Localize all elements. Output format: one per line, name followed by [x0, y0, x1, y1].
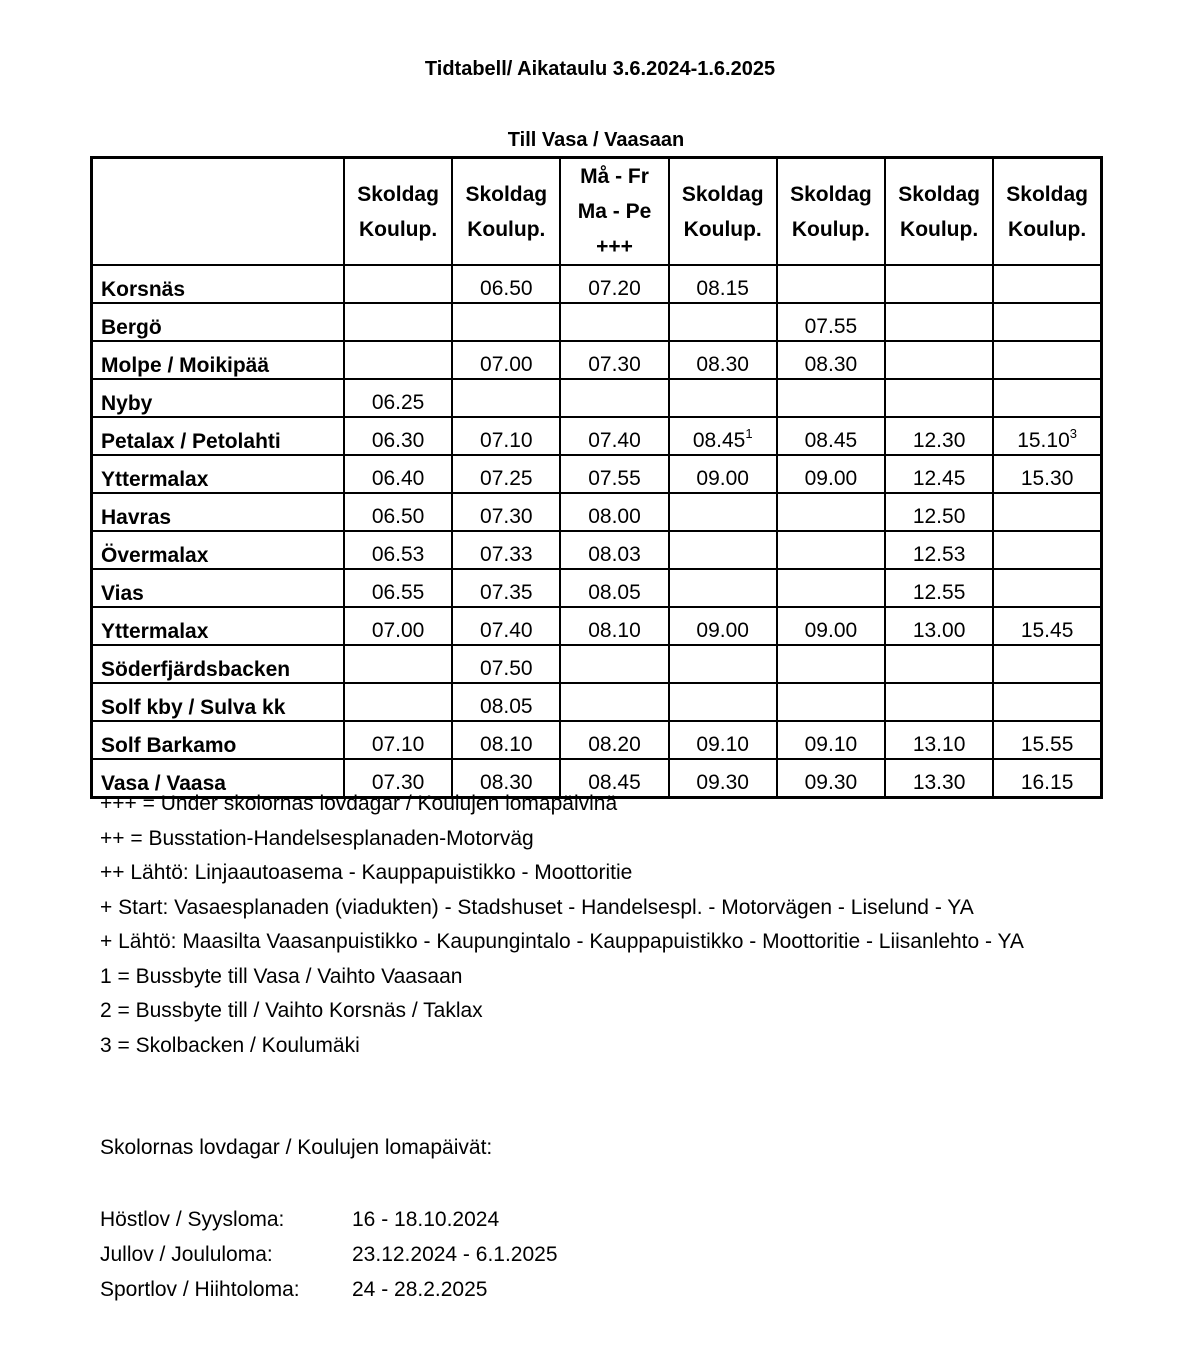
column-header-line: Skoldag — [681, 182, 764, 206]
column-header — [560, 158, 668, 266]
departure-time — [344, 683, 452, 721]
departure-time — [993, 455, 1101, 493]
departure-time — [669, 455, 777, 493]
table-row — [92, 455, 1102, 493]
time-value: 12.50 — [912, 505, 966, 528]
departure-time — [885, 645, 993, 683]
time-value: 07.25 — [480, 467, 533, 490]
departure-time — [777, 569, 885, 607]
departure-time — [885, 417, 993, 455]
departure-time — [560, 265, 668, 303]
holiday-dates: 24 - 28.2.2025 — [352, 1278, 488, 1301]
footnote-marker: 3 — [1069, 426, 1077, 441]
page-title: Tidtabell/ Aikataulu 3.6.2024-1.6.2025 — [424, 58, 776, 80]
departure-time — [560, 303, 668, 341]
time-value: 08.30 — [804, 353, 858, 376]
departure-time — [885, 607, 993, 645]
time-value: 09.30 — [696, 771, 749, 794]
departure-time — [452, 379, 560, 417]
departure-time — [777, 417, 885, 455]
time-value: 07.55 — [588, 467, 641, 490]
footnote: 1 = Bussbyte till Vasa / Vaihto Vaasaan — [100, 964, 463, 988]
time-value: 08.10 — [480, 733, 533, 756]
departure-time — [669, 683, 777, 721]
departure-time — [669, 607, 777, 645]
stop-name: Vias — [92, 569, 345, 607]
departure-time — [993, 493, 1101, 531]
table-row — [92, 607, 1102, 645]
column-header-line: +++ — [596, 235, 633, 258]
table-row — [92, 341, 1102, 379]
column-header — [993, 158, 1101, 266]
departure-time — [993, 341, 1101, 379]
departure-time — [452, 303, 560, 341]
departure-time — [669, 379, 777, 417]
holiday-label: Höstlov / Syysloma: — [100, 1208, 285, 1231]
table-row — [92, 531, 1102, 569]
time-value: 07.10 — [480, 429, 533, 452]
time-value: 06.50 — [480, 277, 533, 300]
time-value: 08.03 — [588, 543, 641, 566]
departure-time — [669, 531, 777, 569]
departure-time — [669, 645, 777, 683]
time-value: 07.33 — [480, 543, 533, 566]
column-header-line: Ma - Pe — [577, 200, 652, 223]
departure-time — [885, 531, 993, 569]
stop-name: Solf kby / Sulva kk — [92, 683, 345, 721]
time-value: 13.00 — [912, 619, 966, 642]
time-value: 08.15 — [696, 277, 749, 300]
time-value: 08.30 — [480, 771, 533, 794]
column-header-line: Koulup. — [467, 217, 546, 241]
column-header — [777, 158, 885, 266]
departure-time — [452, 721, 560, 759]
time-value: 07.30 — [371, 771, 425, 794]
time-value: 12.30 — [912, 429, 966, 452]
stop-name: Yttermalax — [92, 455, 345, 493]
footnote: + Start: Vasaesplanaden (viadukten) - Stadshuset - Handelsespl. - Motorvägen - Liselund - YA — [100, 895, 974, 919]
table-row — [92, 265, 1102, 303]
stop-name: Nyby — [92, 379, 345, 417]
departure-time — [777, 341, 885, 379]
departure-time — [344, 493, 452, 531]
column-header — [452, 158, 560, 266]
column-header-line: Må - Fr — [580, 165, 649, 188]
holiday-row — [100, 1206, 558, 1241]
table-row — [92, 303, 1102, 341]
departure-time — [452, 341, 560, 379]
time-value: 06.50 — [371, 505, 425, 528]
time-value: 15.30 — [1020, 467, 1074, 490]
time-value: 09.00 — [804, 619, 858, 642]
column-header-line: Skoldag — [790, 182, 872, 206]
departure-time — [669, 569, 777, 607]
time-value: 06.30 — [371, 429, 425, 452]
departure-time — [452, 645, 560, 683]
departure-time — [885, 379, 993, 417]
table-row — [92, 645, 1102, 683]
departure-time — [993, 683, 1101, 721]
holidays-list — [100, 1206, 558, 1311]
footnotes — [100, 790, 1160, 1066]
departure-time — [344, 645, 452, 683]
departure-time — [344, 265, 452, 303]
stop-name: Söderfjärdsbacken — [92, 645, 345, 683]
stop-name: Bergö — [92, 303, 345, 341]
time-value: 13.10 — [912, 733, 966, 756]
time-value: 07.35 — [480, 581, 533, 604]
corner-cell — [92, 158, 345, 266]
time-value: 06.55 — [371, 581, 425, 604]
stop-name: Solf Barkamo — [92, 721, 345, 759]
departure-time — [885, 569, 993, 607]
footnote: 2 = Bussbyte till / Vaihto Korsnäs / Taklax — [100, 999, 483, 1022]
departure-time — [560, 645, 668, 683]
time-value: 13.30 — [912, 771, 966, 794]
holiday-dates: 23.12.2024 - 6.1.2025 — [352, 1243, 558, 1266]
time-value: 07.50 — [480, 657, 533, 680]
time-value: 12.55 — [912, 581, 966, 604]
departure-time — [344, 341, 452, 379]
footnote: +++ = Under skolornas lovdagar / Koulujen lomapäivinä — [100, 792, 618, 815]
departure-time — [452, 493, 560, 531]
departure-time — [344, 379, 452, 417]
departure-time — [344, 721, 452, 759]
time-value: 12.45 — [912, 467, 966, 490]
time-value: 06.25 — [371, 391, 425, 414]
column-header — [669, 158, 777, 266]
column-header-line: Koulup. — [900, 217, 979, 241]
holiday-row — [100, 1241, 558, 1276]
column-header-line: Koulup. — [359, 217, 438, 241]
time-value: 08.20 — [588, 733, 641, 756]
departure-time — [560, 607, 668, 645]
stop-name: Petalax / Petolahti — [92, 417, 345, 455]
time-value: 15.45 — [1020, 619, 1074, 642]
column-header-line: Skoldag — [357, 182, 439, 206]
time-value: 08.05 — [588, 581, 641, 604]
column-header-line: Koulup. — [1008, 217, 1087, 241]
time-value: 16.15 — [1020, 771, 1074, 794]
departure-time — [777, 493, 885, 531]
holiday-label: Sportlov / Hiihtoloma: — [100, 1278, 300, 1301]
table-row — [92, 721, 1102, 759]
stop-name: Övermalax — [92, 531, 345, 569]
departure-time — [885, 303, 993, 341]
departure-time — [669, 417, 777, 455]
time-value: 07.40 — [588, 429, 641, 452]
departure-time — [993, 303, 1101, 341]
departure-time — [669, 721, 777, 759]
departure-time — [993, 417, 1101, 455]
departure-time — [452, 455, 560, 493]
departure-time — [993, 379, 1101, 417]
departure-time — [560, 531, 668, 569]
column-header-line: Koulup. — [791, 217, 870, 241]
departure-time — [560, 569, 668, 607]
departure-time — [777, 721, 885, 759]
departure-time — [560, 379, 668, 417]
departure-time — [669, 341, 777, 379]
time-value: 09.30 — [804, 771, 858, 794]
departure-time — [669, 303, 777, 341]
time-value: 06.40 — [371, 467, 425, 490]
departure-time — [560, 455, 668, 493]
time-value: 09.00 — [804, 467, 858, 490]
time-value: 08.05 — [480, 695, 533, 718]
departure-time — [993, 569, 1101, 607]
column-header — [344, 158, 452, 266]
departure-time — [452, 607, 560, 645]
table-row — [92, 493, 1102, 531]
departure-time — [993, 265, 1101, 303]
departure-time — [560, 683, 668, 721]
departure-time — [560, 721, 668, 759]
time-value: 08.45 — [804, 429, 858, 452]
departure-time — [452, 531, 560, 569]
timetable — [90, 156, 1103, 799]
column-header-line: Skoldag — [1006, 182, 1088, 206]
departure-time — [344, 303, 452, 341]
column-header — [885, 158, 993, 266]
time-value: 06.53 — [371, 543, 425, 566]
footnote: ++ Lähtö: Linjaautoasema - Kauppapuistikko - Moottoritie — [100, 861, 633, 884]
departure-time — [344, 607, 452, 645]
stop-name: Yttermalax — [92, 607, 345, 645]
departure-time — [344, 531, 452, 569]
departure-time — [885, 493, 993, 531]
departure-time — [344, 417, 452, 455]
time-value: 07.30 — [588, 353, 641, 376]
departure-time — [560, 493, 668, 531]
time-value: 07.55 — [804, 315, 858, 338]
time-value: 09.10 — [696, 733, 749, 756]
departure-time — [993, 721, 1101, 759]
departure-time — [885, 721, 993, 759]
departure-time — [777, 645, 885, 683]
time-value: 09.00 — [696, 467, 749, 490]
footnote: + Lähtö: Maasilta Vaasanpuistikko - Kaupungintalo - Kauppapuistikko - Moottoritie - Liisanlehto - YA — [100, 930, 1024, 953]
table-row — [92, 379, 1102, 417]
departure-time — [777, 455, 885, 493]
holiday-label: Jullov / Joululoma: — [100, 1243, 273, 1266]
departure-time — [669, 493, 777, 531]
time-value: 08.30 — [696, 353, 749, 376]
departure-time — [452, 417, 560, 455]
departure-time — [669, 265, 777, 303]
footnote: 3 = Skolbacken / Koulumäki — [100, 1033, 360, 1057]
departure-time — [885, 265, 993, 303]
table-row — [92, 417, 1102, 455]
departure-time — [993, 607, 1101, 645]
departure-time — [885, 341, 993, 379]
holiday-row — [100, 1276, 558, 1311]
departure-time — [885, 455, 993, 493]
footnote: ++ = Busstation-Handelsesplanaden-Motorväg — [100, 826, 534, 850]
column-header-line: Skoldag — [465, 182, 548, 206]
time-value: 07.20 — [588, 277, 641, 300]
table-row — [92, 683, 1102, 721]
departure-time — [777, 379, 885, 417]
time-value: 08.00 — [588, 505, 641, 528]
time-value: 09.10 — [804, 733, 858, 756]
header-row — [92, 158, 1102, 266]
time-value: 12.53 — [912, 543, 966, 566]
departure-time — [452, 683, 560, 721]
departure-time — [344, 455, 452, 493]
departure-time — [777, 683, 885, 721]
departure-time — [993, 645, 1101, 683]
time-value: 07.40 — [480, 619, 533, 642]
departure-time — [344, 569, 452, 607]
time-value: 08.45 — [692, 429, 746, 452]
holidays-heading: Skolornas lovdagar / Koulujen lomapäivät: — [100, 1136, 493, 1159]
footnote-marker: 1 — [745, 426, 753, 441]
column-header-line: Koulup. — [683, 217, 762, 241]
departure-time — [560, 417, 668, 455]
time-value: 07.30 — [480, 505, 533, 528]
departure-time — [452, 569, 560, 607]
table-row — [92, 569, 1102, 607]
time-value: 15.10 — [1017, 429, 1070, 452]
stop-name: Molpe / Moikipää — [92, 341, 345, 379]
time-value: 07.00 — [371, 619, 425, 642]
time-value: 07.00 — [480, 353, 533, 376]
time-value: 09.00 — [696, 619, 749, 642]
column-header-line: Skoldag — [898, 182, 980, 206]
time-value: 15.55 — [1020, 733, 1074, 756]
time-value: 08.45 — [588, 771, 641, 794]
time-value: 07.10 — [371, 733, 425, 756]
departure-time — [777, 265, 885, 303]
departure-time — [777, 531, 885, 569]
departure-time — [777, 607, 885, 645]
holiday-dates: 16 - 18.10.2024 — [352, 1208, 500, 1231]
stop-name: Vasa / Vaasa — [92, 759, 345, 798]
departure-time — [885, 683, 993, 721]
table-caption: Till Vasa / Vaasaan — [507, 129, 685, 151]
timetable-body — [92, 265, 1102, 798]
departure-time — [777, 303, 885, 341]
stop-name: Korsnäs — [92, 265, 345, 303]
time-value: 08.10 — [588, 619, 641, 642]
departure-time — [993, 531, 1101, 569]
departure-time — [560, 341, 668, 379]
departure-time — [452, 265, 560, 303]
stop-name: Havras — [92, 493, 345, 531]
